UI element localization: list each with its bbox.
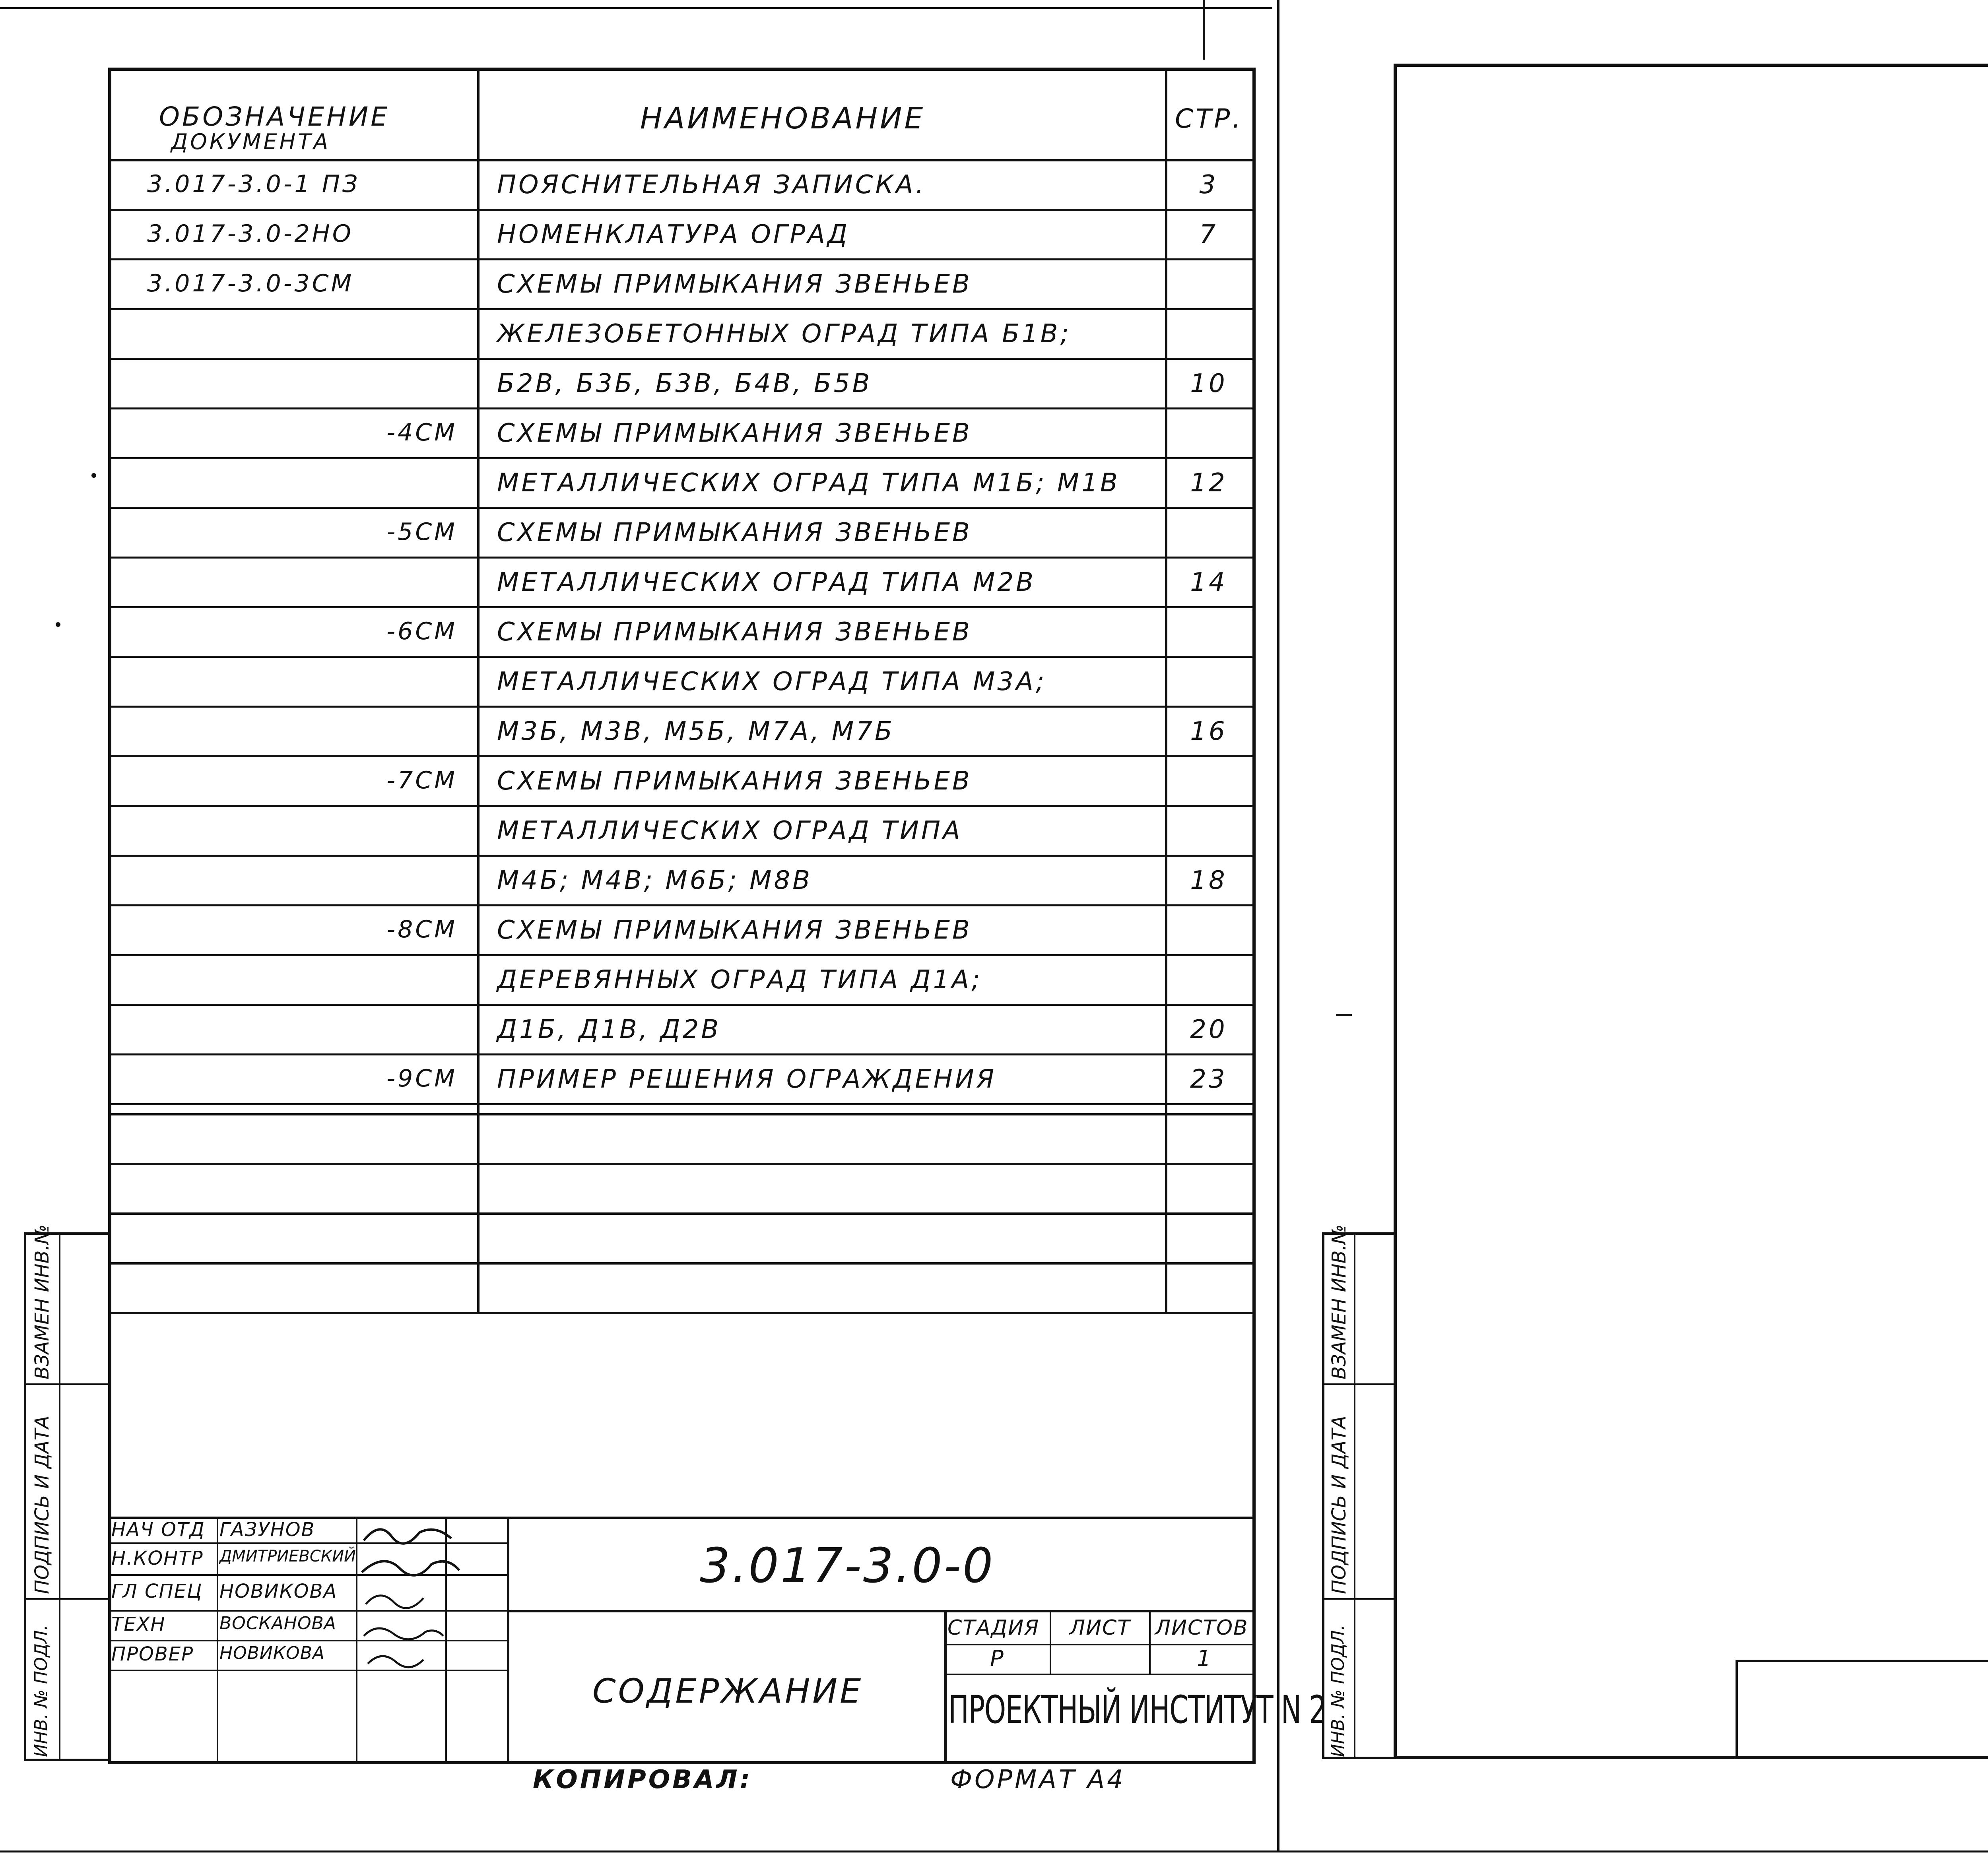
table-row-line xyxy=(108,557,1256,559)
row-name: СХЕМЫ ПРИМЫКАНИЯ ЗВЕНЬЕВ xyxy=(497,916,972,945)
table-row-line xyxy=(108,606,1256,608)
header-page: СТР. xyxy=(1175,103,1243,134)
right-side-box-line xyxy=(1322,1383,1397,1385)
row-code: -9СМ xyxy=(386,1065,457,1092)
row-page: 18 xyxy=(1190,866,1227,895)
stamp-role-1: Н.КОНТР xyxy=(111,1547,204,1569)
row-name: НОМЕНКЛАТУРА ОГРАД xyxy=(497,220,850,249)
row-name: СХЕМЫ ПРИМЫКАНИЯ ЗВЕНЬЕВ xyxy=(497,518,972,547)
table-row-line xyxy=(108,656,1256,658)
row-name: СХЕМЫ ПРИМЫКАНИЯ ЗВЕНЬЕВ xyxy=(497,270,972,299)
table-row-line xyxy=(108,954,1256,956)
footer-format: ФОРМАТ А4 xyxy=(950,1765,1126,1794)
stamp-role-2: ГЛ СПЕЦ xyxy=(111,1580,203,1602)
table-row-line xyxy=(108,507,1256,509)
row-page: 3 xyxy=(1199,170,1218,200)
right-side-replace-label: ВЗАМЕН ИНВ.№ xyxy=(1328,1224,1350,1379)
table-row-line xyxy=(108,805,1256,807)
header-designation-line2: ДОКУМЕНТА xyxy=(171,129,331,154)
table-row-line xyxy=(108,706,1256,708)
row-code: 3.017-3.0-3СМ xyxy=(147,270,354,297)
row-code: -5СМ xyxy=(386,518,457,546)
stamp-col-main xyxy=(507,1517,509,1763)
table-row-line xyxy=(108,904,1256,906)
row-name: Б2В, Б3Б, Б3В, Б4В, Б5В xyxy=(497,369,872,398)
right-stamp-box xyxy=(1736,1660,1988,1759)
table-row-line xyxy=(108,855,1256,857)
row-name: М4Б; М4В; М6Б; М8В xyxy=(497,866,813,895)
left-side-box-line xyxy=(24,1383,108,1385)
row-page: 7 xyxy=(1199,220,1218,249)
left-side-box-divider xyxy=(59,1232,60,1761)
right-page-frame xyxy=(1394,64,1988,1759)
row-name: СХЕМЫ ПРИМЫКАНИЯ ЗВЕНЬЕВ xyxy=(497,617,972,647)
row-page: 23 xyxy=(1190,1065,1227,1094)
row-name: М3Б, М3В, М5Б, М7А, М7Б xyxy=(497,717,895,746)
row-page: 10 xyxy=(1190,369,1227,398)
stamp-role-0: НАЧ ОТД xyxy=(111,1519,205,1541)
header-designation: ОБОЗНАЧЕНИЕ xyxy=(159,101,390,132)
table-row-line xyxy=(108,1004,1256,1006)
stamp-col-info xyxy=(944,1610,947,1763)
header-name: НАИМЕНОВАНИЕ xyxy=(640,101,926,136)
table-row-line xyxy=(108,258,1256,260)
row-code: 3.017-3.0-1 ПЗ xyxy=(147,170,360,198)
stamp-name-4: НОВИКОВА xyxy=(219,1643,325,1663)
stamp-info-row-1 xyxy=(944,1644,1256,1645)
row-name: ДЕРЕВЯННЫХ ОГРАД ТИПА Д1А; xyxy=(497,965,982,995)
row-page: 14 xyxy=(1190,568,1227,597)
right-side-sign-label: ПОДПИСЬ И ДАТА xyxy=(1328,1416,1350,1594)
row-code: -6СМ xyxy=(386,617,457,645)
row-name: МЕТАЛЛИЧЕСКИХ ОГРАД ТИПА М3А; xyxy=(497,667,1047,696)
empty-row-line xyxy=(108,1113,1256,1115)
row-name: Д1Б, Д1В, Д2В xyxy=(497,1015,721,1044)
stamp-doc-code-bottom xyxy=(507,1610,1256,1612)
table-row-line xyxy=(108,755,1256,757)
empty-row-line xyxy=(108,1163,1256,1165)
stamp-name-3: ВОСКАНОВА xyxy=(219,1613,336,1633)
row-page: 16 xyxy=(1190,717,1227,746)
table-col-1 xyxy=(477,68,480,1312)
stamp-title: СОДЕРЖАНИЕ xyxy=(592,1672,864,1711)
row-code: 3.017-3.0-2НО xyxy=(147,220,354,248)
stamp-doc-code: 3.017-3.0-0 xyxy=(700,1538,995,1594)
row-name: ПРИМЕР РЕШЕНИЯ ОГРАЖДЕНИЯ xyxy=(497,1065,997,1094)
row-code: -4СМ xyxy=(386,419,457,446)
table-row-line xyxy=(108,457,1256,459)
row-name: СХЕМЫ ПРИМЫКАНИЯ ЗВЕНЬЕВ xyxy=(497,419,972,448)
scan-speck xyxy=(91,473,96,478)
stamp-info-col-2 xyxy=(1149,1610,1151,1674)
row-name: ПОЯСНИТЕЛЬНАЯ ЗАПИСКА. xyxy=(497,170,926,200)
stamp-role-4: ПРОВЕР xyxy=(111,1643,194,1665)
stamp-sheets-value: 1 xyxy=(1197,1646,1213,1672)
right-side-inv-label: ИНВ. № ПОДЛ. xyxy=(1328,1624,1348,1757)
left-side-sign-label: ПОДПИСЬ И ДАТА xyxy=(31,1416,53,1594)
table-header-bottom xyxy=(108,159,1256,161)
stamp-info-col-1 xyxy=(1050,1610,1051,1674)
table-row-line xyxy=(108,209,1256,211)
left-page-edge-2 xyxy=(1203,0,1205,60)
left-side-inv-label: ИНВ. № ПОДЛ. xyxy=(31,1624,51,1757)
row-name: МЕТАЛЛИЧЕСКИХ ОГРАД ТИПА М1Б; М1В xyxy=(497,468,1120,498)
stamp-name-1: ДМИТРИЕВСКИЙ xyxy=(219,1547,356,1565)
table-bottom-line xyxy=(108,1312,1256,1314)
stamp-sheets-label: ЛИСТОВ xyxy=(1155,1616,1248,1640)
table-row-line xyxy=(108,358,1256,360)
scan-top-edge-left xyxy=(0,7,1272,9)
table-row-line xyxy=(108,1053,1256,1055)
stamp-name-0: ГАЗУНОВ xyxy=(219,1519,315,1541)
footer-copied: КОПИРОВАЛ: xyxy=(533,1765,753,1794)
stamp-role-3: ТЕХН xyxy=(111,1613,166,1635)
row-name: СХЕМЫ ПРИМЫКАНИЯ ЗВЕНЬЕВ xyxy=(497,766,972,796)
left-side-box-line xyxy=(24,1598,108,1600)
row-name: ЖЕЛЕЗОБЕТОННЫХ ОГРАД ТИПА Б1В; xyxy=(497,319,1072,349)
stamp-name-2: НОВИКОВА xyxy=(219,1580,338,1602)
row-name: МЕТАЛЛИЧЕСКИХ ОГРАД ТИПА М2В xyxy=(497,568,1036,597)
row-name: МЕТАЛЛИЧЕСКИХ ОГРАД ТИПА xyxy=(497,816,963,846)
row-page: 20 xyxy=(1190,1015,1227,1044)
table-row-line xyxy=(108,1103,1256,1105)
scan-dash xyxy=(1336,1014,1352,1016)
scan-bottom-edge xyxy=(0,1850,1988,1852)
left-page-right-edge xyxy=(1277,0,1279,1852)
stamp-info-row-2 xyxy=(944,1674,1256,1675)
signature-scribbles xyxy=(356,1517,507,1676)
stamp-stage-value: Р xyxy=(990,1646,1006,1672)
empty-row-line xyxy=(108,1262,1256,1265)
table-col-2 xyxy=(1165,68,1167,1312)
stamp-stage-label: СТАДИЯ xyxy=(947,1616,1040,1640)
left-side-replace-label: ВЗАМЕН ИНВ.№ xyxy=(31,1224,53,1379)
row-code: -7СМ xyxy=(386,766,457,794)
row-code: -8СМ xyxy=(386,916,457,943)
scan-speck xyxy=(56,622,60,627)
empty-row-line xyxy=(108,1212,1256,1215)
stamp-sheet-label: ЛИСТ xyxy=(1070,1616,1131,1640)
row-page: 12 xyxy=(1190,468,1227,498)
table-row-line xyxy=(108,308,1256,310)
stamp-org: ПРОЕКТНЫЙ ИНСТИТУТ N 2 xyxy=(948,1688,1326,1732)
right-side-box-line xyxy=(1322,1598,1397,1600)
right-side-box-divider xyxy=(1354,1232,1355,1759)
table-row-line xyxy=(108,407,1256,409)
